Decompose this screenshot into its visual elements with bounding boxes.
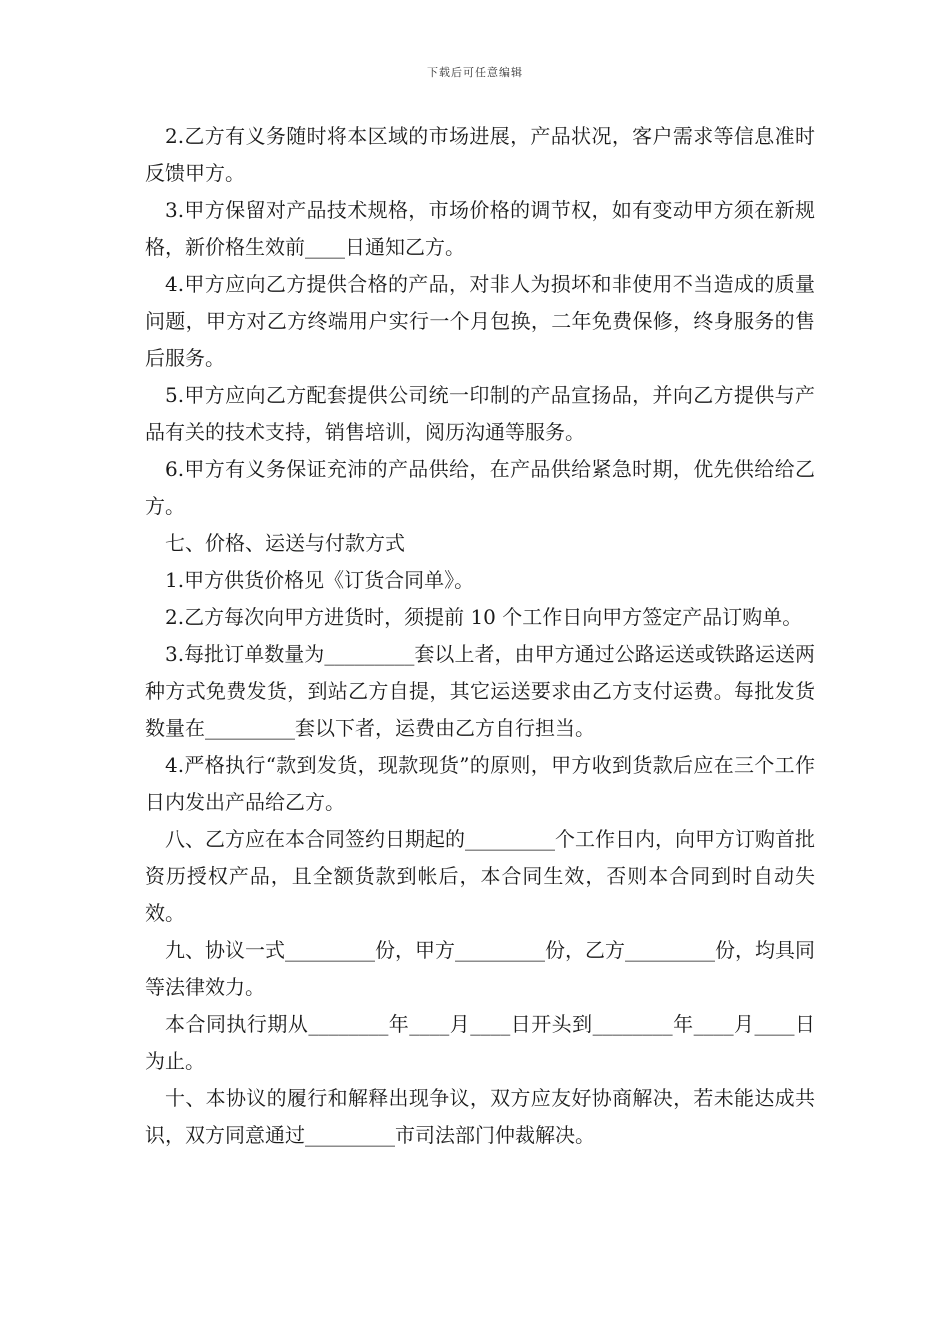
section-7-heading: 七、价格、运送与付款方式 — [165, 531, 405, 555]
contract-body — [145, 118, 815, 1154]
page-header-note: 下载后可任意编辑 — [427, 66, 523, 79]
contract-term: 本合同执行期从________年____月____日开头到________年____月____日为止。 — [145, 1012, 815, 1073]
section-10: 十、本协议的履行和解释出现争议，双方应友好协商解决，若未能达成共识，双方同意通过_________市司法部门仲裁解决。 — [145, 1086, 815, 1147]
clause-6-4: 4.甲方应向乙方提供合格的产品，对非人为损坏和非使用不当造成的质量问题，甲方对乙方终端用户实行一个月包换，二年免费保修，终身服务的售后服务。 — [145, 272, 815, 370]
section-9: 九、协议一式_________份，甲方_________份，乙方_________份，均具同等法律效力。 — [145, 938, 815, 999]
clause-6-3: 3.甲方保留对产品技术规格，市场价格的调节权，如有变动甲方须在新规格，新价格生效前____日通知乙方。 — [145, 198, 815, 259]
clause-6-2: 2.乙方有义务随时将本区域的市场进展，产品状况，客户需求等信息准时反馈甲方。 — [145, 124, 815, 185]
clause-7-3: 3.每批订单数量为_________套以上者，由甲方通过公路运送或铁路运送两种方式免费发货，到站乙方自提，其它运送要求由乙方支付运费。每批发货数量在_________套以下者，运费由乙方自行担当。 — [145, 642, 815, 740]
clause-7-1: 1.甲方供货价格见《订货合同单》。 — [165, 568, 475, 592]
clause-7-2: 2.乙方每次向甲方进货时，须提前 10 个工作日向甲方签定产品订购单。 — [165, 605, 803, 629]
clause-6-5: 5.甲方应向乙方配套提供公司统一印制的产品宣扬品，并向乙方提供与产品有关的技术支持，销售培训，阅历沟通等服务。 — [145, 383, 815, 444]
section-8: 八、乙方应在本合同签约日期起的_________个工作日内，向甲方订购首批资历授权产品，且全额货款到帐后，本合同生效，否则本合同到时自动失效。 — [145, 827, 815, 925]
clause-7-4: 4.严格执行“款到发货，现款现货”的原则，甲方收到货款后应在三个工作日内发出产品给乙方。 — [145, 753, 815, 814]
clause-6-6: 6.甲方有义务保证充沛的产品供给，在产品供给紧急时期，优先供给给乙方。 — [145, 457, 815, 518]
